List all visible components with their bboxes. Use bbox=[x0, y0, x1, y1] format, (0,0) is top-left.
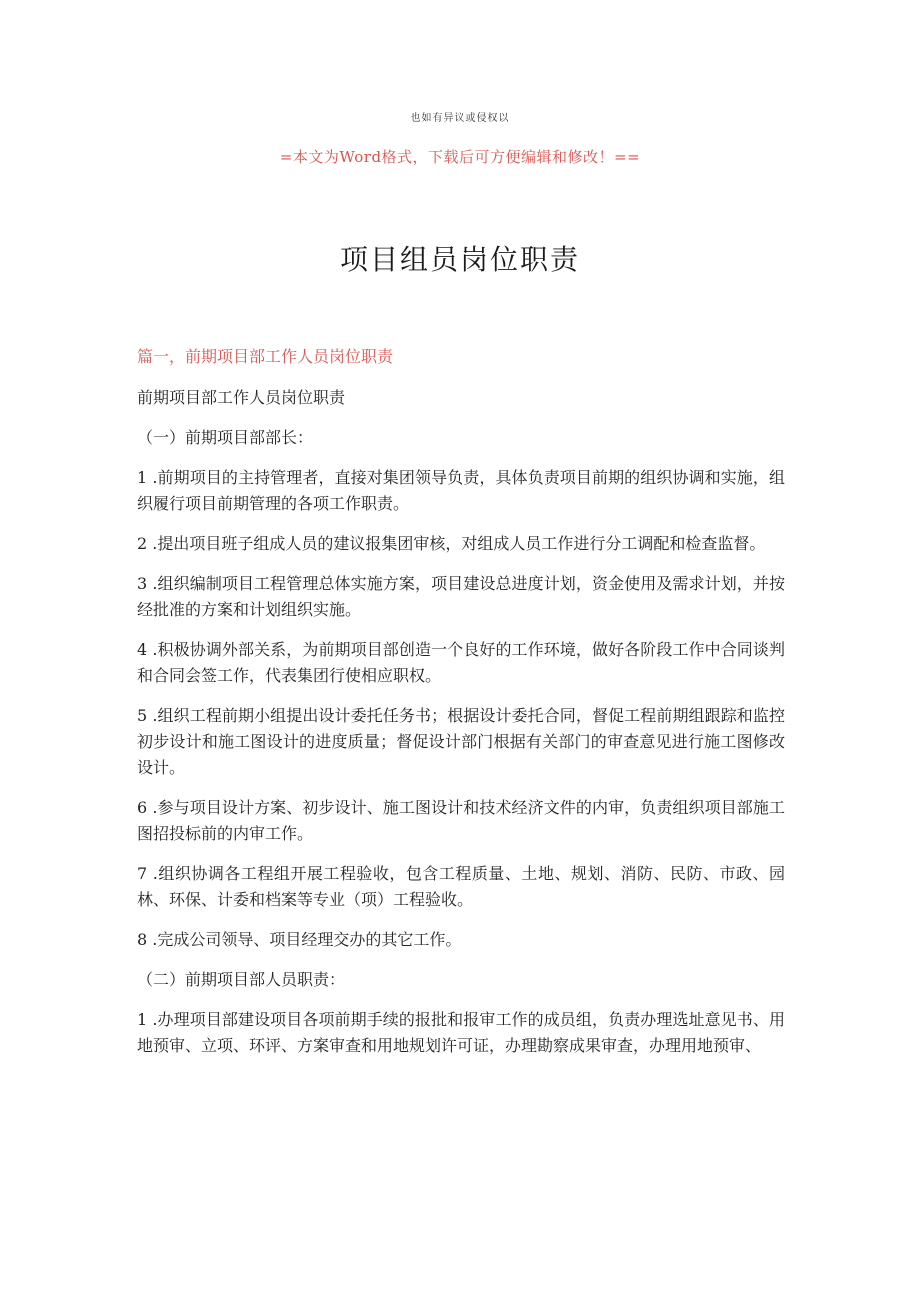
page-title: 项目组员岗位职责 bbox=[339, 243, 580, 276]
item-number: 7 bbox=[137, 864, 148, 883]
download-notice: =本文为Word格式，下载后可方便编辑和修改！== bbox=[279, 148, 641, 166]
subtitle: 前期项目部工作人员岗位职责 bbox=[137, 388, 346, 407]
item-text: .参与项目设计方案、初步设计、施工图设计和技术经济文件的内审，负责组织项目部施工图招投标前的内审工作。 bbox=[137, 798, 785, 843]
watermark-text: 也如有异议或侵权以 bbox=[410, 113, 510, 124]
item-number: 6 bbox=[137, 798, 148, 817]
list-item bbox=[137, 795, 785, 847]
item-number: 4 bbox=[137, 640, 148, 659]
item-number: 5 bbox=[137, 706, 148, 725]
item-text: .提出项目班子组成人员的建议报集团审核，对组成人员工作进行分工调配和检查监督。 bbox=[147, 534, 766, 553]
item-number: 1 bbox=[137, 1010, 148, 1029]
item-text: .组织编制项目工程管理总体实施方案，项目建设总进度计划，资金使用及需求计划，并按经批准的方案和计划组织实施。 bbox=[137, 574, 785, 619]
section-heading: 篇一，前期项目部工作人员岗位职责 bbox=[137, 347, 394, 366]
list-item bbox=[137, 531, 785, 557]
item-text: .完成公司领导、项目经理交办的其它工作。 bbox=[147, 930, 462, 949]
list-item bbox=[137, 637, 785, 689]
item-text: .积极协调外部关系，为前期项目部创造一个良好的工作环境，做好各阶段工作中合同谈判和合同会签工作，代表集团行使相应职权。 bbox=[137, 640, 785, 685]
item-number: 3 bbox=[137, 574, 148, 593]
list-item bbox=[137, 927, 785, 953]
list-item bbox=[137, 703, 785, 781]
document-body bbox=[137, 343, 785, 1073]
item-text: .前期项目的主持管理者，直接对集团领导负责，具体负责项目前期的组织协调和实施，组织履行项目前期管理的各项工作职责。 bbox=[137, 468, 785, 513]
item-text: .办理项目部建设项目各项前期手续的报批和报审工作的成员组，负责办理选址意见书、用地预审、立项、环评、方案审查和用地规划许可证，办理勘察成果审查，办理用地预审、 bbox=[137, 1010, 785, 1055]
item-text: .组织工程前期小组提出设计委托任务书；根据设计委托合同，督促工程前期组跟踪和监控初步设计和施工图设计的进度质量；督促设计部门根据有关部门的审查意见进行施工图修改设计。 bbox=[137, 706, 785, 777]
item-text: .组织协调各工程组开展工程验收，包含工程质量、土地、规划、消防、民防、市政、园林、环保、计委和档案等专业（项）工程验收。 bbox=[137, 864, 785, 909]
group1-heading: （一）前期项目部部长： bbox=[137, 428, 314, 447]
list-item bbox=[137, 571, 785, 623]
item-number: 8 bbox=[137, 930, 148, 949]
item-number: 2 bbox=[137, 534, 148, 553]
item-number: 1 bbox=[137, 468, 148, 487]
list-item bbox=[137, 465, 785, 517]
list-item bbox=[137, 861, 785, 913]
list-item bbox=[137, 1007, 785, 1059]
group2-heading: （二）前期项目部人员职责： bbox=[137, 970, 346, 989]
